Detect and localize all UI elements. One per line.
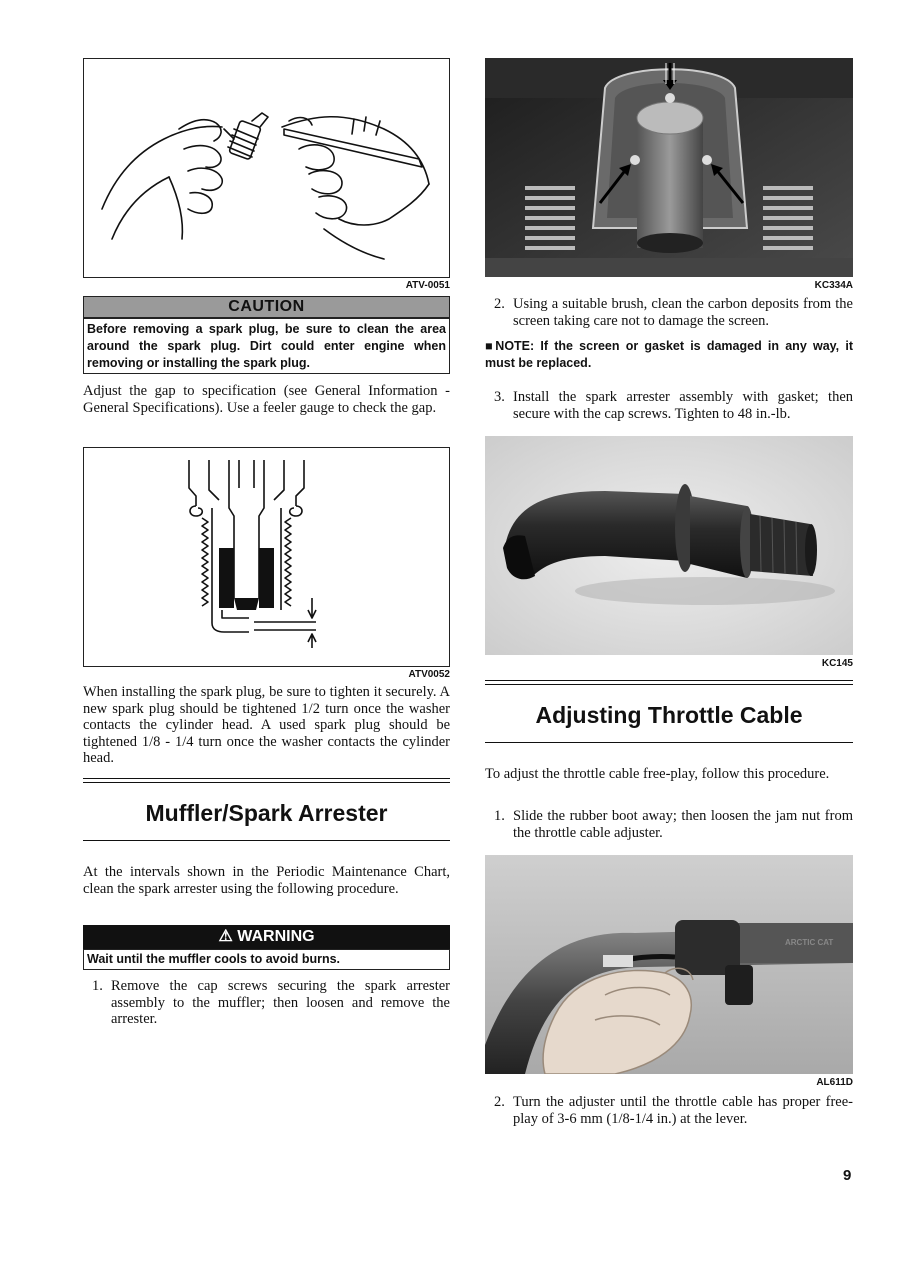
muffler-heading: Muffler/Spark Arrester: [145, 800, 388, 826]
muffler-screws-photo: [485, 58, 853, 277]
heading-rule-top-2: [83, 782, 450, 783]
caution-title: CAUTION: [228, 298, 305, 315]
note-square-icon: ■: [485, 339, 496, 353]
warning-triangle-icon: ⚠: [218, 928, 233, 945]
figure-caption-al611d: AL611D: [816, 1077, 853, 1088]
note-text: NOTE: If the screen or gasket is damaged in any way, it must be replaced.: [485, 339, 853, 370]
figure-muffler-screws: [485, 58, 853, 277]
heading-rule-top: [83, 778, 450, 779]
spark-plug-cleaning-illustration: [84, 59, 449, 277]
grip-brand-text: ARCTIC CAT: [785, 938, 834, 947]
throttle-heading: Adjusting Throttle Cable: [535, 702, 803, 728]
heading-rule-top-2: [485, 684, 853, 685]
warning-text: Wait until the muffler cools to avoid burns.: [87, 952, 341, 966]
figure-throttle-adjuster: [485, 855, 853, 1074]
note-screen-gasket: [485, 338, 853, 372]
page-number: 9: [843, 1167, 852, 1184]
step-number: 2.: [494, 1094, 505, 1110]
step-text: Install the spark arrester assembly with gasket; then secure with the cap screws. Tighten to 48 in.-lb.: [513, 389, 853, 422]
gap-paragraph: Adjust the gap to specification (see General Information - General Specifications). Use a feeler gauge to check the gap.: [83, 383, 450, 416]
heading-rule-top: [485, 680, 853, 681]
warning-title-row: [84, 926, 449, 948]
warning-box: [83, 949, 450, 970]
muffler-intro: At the intervals shown in the Periodic Maintenance Chart, clean the spark arrester using the following procedure.: [83, 864, 450, 897]
heading-rule-bottom: [485, 742, 853, 743]
caution-header: [83, 296, 450, 318]
step-text: Remove the cap screws securing the spark arrester assembly to the muffler; then loosen and remove the arrester.: [111, 978, 450, 1027]
heading-rule-bottom: [83, 840, 450, 841]
warning-header: [83, 925, 450, 949]
figure-caption-atv0052: ATV0052: [408, 669, 450, 680]
figure-caption-atv-0051: ATV-0051: [405, 280, 450, 291]
step-number: 3.: [494, 389, 505, 405]
throttle-adjuster-photo: [485, 855, 853, 1074]
figure-caption-kc334a: KC334A: [814, 280, 853, 291]
step-text: Slide the rubber boot away; then loosen the jam nut from the throttle cable adjuster.: [513, 808, 853, 841]
spark-plug-section-diagram: [84, 448, 449, 666]
step-number: 2.: [494, 296, 505, 312]
spark-arrester-photo: [485, 436, 853, 655]
figure-spark-arrester: [485, 436, 853, 655]
throttle-intro: To adjust the throttle cable free-play, follow this procedure.: [485, 766, 830, 782]
figure-spark-plug-section: [83, 447, 450, 667]
step-number: 1.: [92, 978, 103, 994]
step-text: Using a suitable brush, clean the carbon deposits from the screen taking care not to damage the screen.: [513, 296, 853, 329]
step-text: Turn the adjuster until the throttle cable has proper free-play of 3-6 mm (1/8-1/4 in.) at the lever.: [513, 1094, 853, 1127]
warning-title: WARNING: [237, 928, 315, 945]
caution-box: [83, 318, 450, 374]
install-paragraph: When installing the spark plug, be sure to tighten it securely. A new spark plug should be tightened 1/2 turn once the washer contacts the cylinder head. A used spark plug should be tightened 1/8 - 1/4 turn once the washer contacts the cylinder head.: [83, 684, 450, 766]
figure-spark-plug-cleaning: [83, 58, 450, 278]
caution-text: Before removing a spark plug, be sure to clean the area around the spark plug. Dirt could enter engine when removing or installing the spark plug.: [87, 322, 446, 370]
step-number: 1.: [494, 808, 505, 824]
figure-caption-kc145: KC145: [821, 658, 853, 669]
